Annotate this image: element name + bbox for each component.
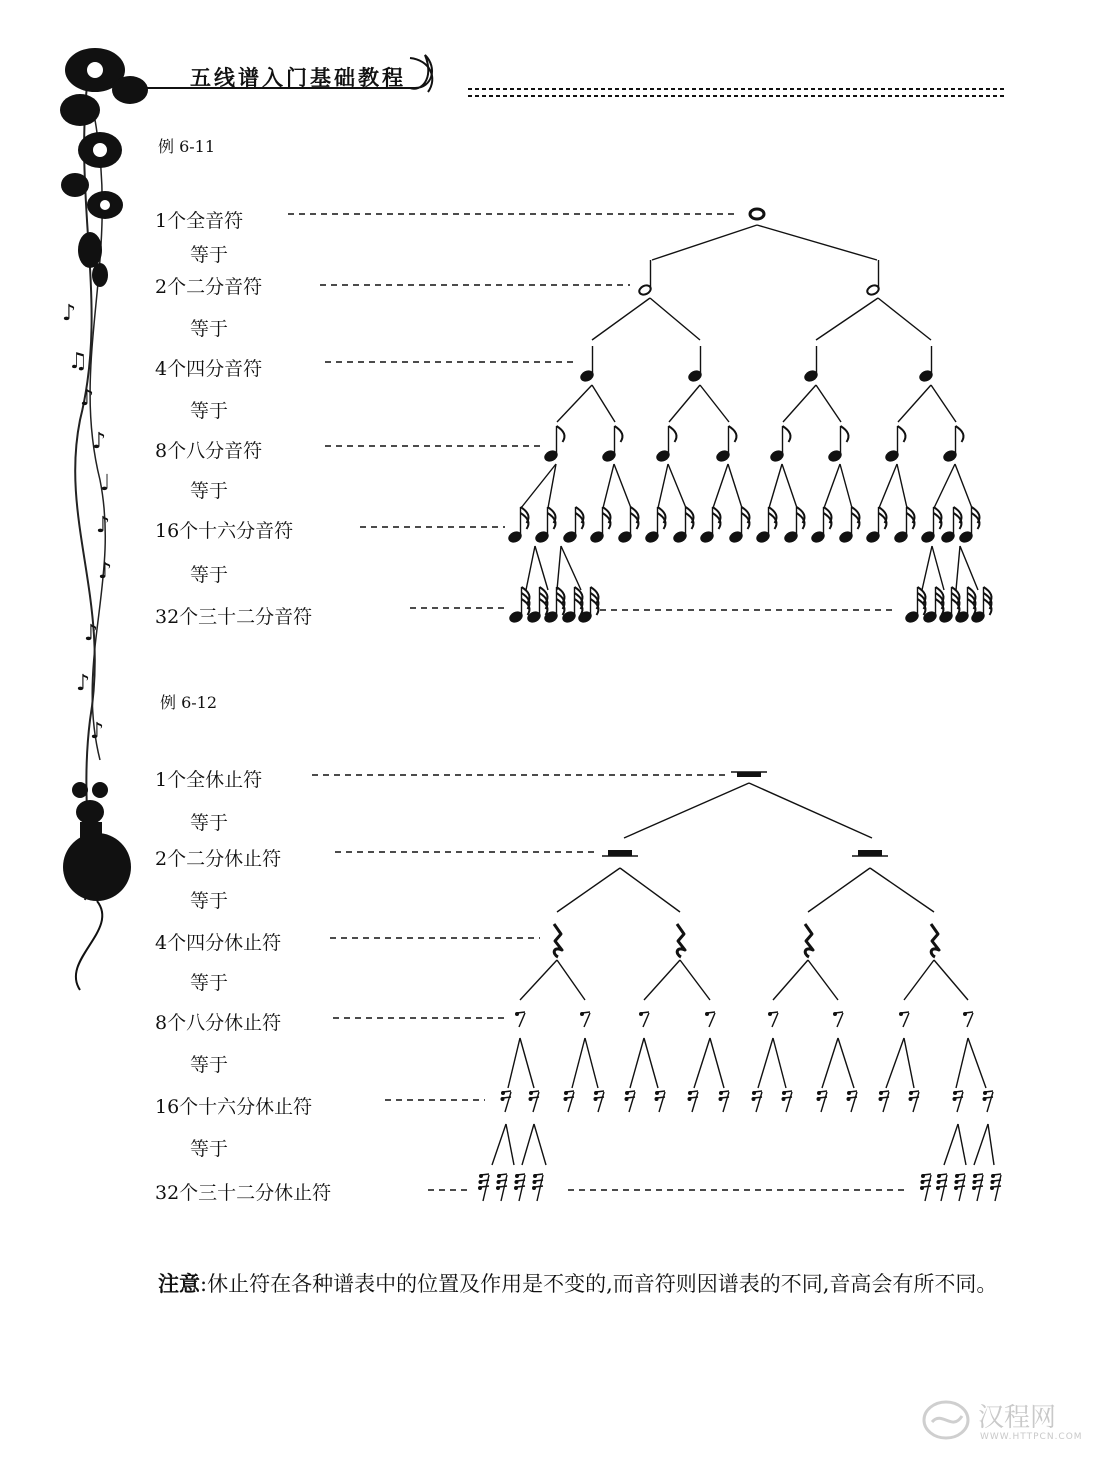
branch-line bbox=[956, 546, 960, 590]
branch-line bbox=[710, 1038, 724, 1088]
eighth-rest-hook bbox=[901, 1012, 909, 1013]
sixteenth-rest-hook bbox=[754, 1091, 762, 1092]
watermark-url: WWW.HTTPCN.COM bbox=[980, 1432, 1083, 1442]
branch-line bbox=[816, 385, 841, 422]
branch-line bbox=[548, 464, 556, 508]
eighth-note-flag bbox=[783, 426, 791, 442]
equals-label: 等于 bbox=[190, 1138, 229, 1160]
branch-line bbox=[934, 960, 968, 1000]
sixteenth-rest-stem bbox=[568, 1092, 574, 1112]
branch-line bbox=[644, 1038, 658, 1088]
quarter-rest bbox=[677, 924, 685, 957]
branch-line bbox=[728, 464, 742, 508]
svg-text:♪: ♪ bbox=[92, 429, 107, 454]
thirty-second-rest-stem bbox=[537, 1175, 543, 1201]
branch-line bbox=[561, 546, 581, 590]
branch-line bbox=[650, 298, 700, 340]
thirty-second-rest-hook bbox=[481, 1186, 489, 1187]
branch-line bbox=[614, 464, 631, 508]
thirty-second-rest-hook bbox=[975, 1174, 983, 1175]
sixteenth-rest-stem bbox=[957, 1092, 963, 1112]
branch-line bbox=[557, 960, 585, 1000]
branch-line bbox=[526, 546, 535, 590]
branch-line bbox=[878, 298, 931, 340]
thirty-second-rest-stem bbox=[995, 1175, 1001, 1201]
branch-line bbox=[773, 1038, 786, 1088]
sixteenth-rest-hook bbox=[911, 1091, 919, 1092]
sixteenth-rest-hook bbox=[985, 1097, 993, 1098]
svg-text:♫: ♫ bbox=[68, 349, 88, 374]
eighth-rest-stem bbox=[709, 1013, 715, 1027]
branch-line bbox=[757, 225, 877, 260]
sixteenth-rest-stem bbox=[786, 1092, 792, 1112]
sixteenth-rest-hook bbox=[657, 1091, 665, 1092]
sixteenth-rest-stem bbox=[851, 1092, 857, 1112]
svg-text:♪: ♪ bbox=[96, 513, 111, 538]
watermark-text: 汉程网 bbox=[978, 1403, 1057, 1433]
label-whole-rest: 1个全休止符 bbox=[155, 769, 263, 791]
sixteenth-rest-hook bbox=[531, 1097, 539, 1098]
branch-line bbox=[944, 1124, 958, 1165]
whole-note bbox=[750, 209, 764, 219]
sixteenth-rest-hook bbox=[881, 1097, 889, 1098]
quarter-rest bbox=[805, 924, 813, 957]
branch-line bbox=[840, 464, 852, 508]
eighth-rest-hook bbox=[707, 1012, 715, 1013]
sixteenth-rest-stem bbox=[533, 1092, 539, 1112]
label-quarter-notes: 4个四分音符 bbox=[155, 358, 263, 380]
thirty-second-rest-stem bbox=[483, 1175, 489, 1201]
thirty-second-rest-stem bbox=[925, 1175, 931, 1201]
branch-line bbox=[585, 1038, 598, 1088]
branch-line bbox=[824, 464, 840, 508]
branch-line bbox=[694, 1038, 710, 1088]
label-sixteenth-notes: 16个十六分音符 bbox=[155, 520, 294, 542]
thirty-second-rest-hook bbox=[923, 1180, 931, 1181]
thirty-second-rest-hook bbox=[993, 1186, 1001, 1187]
branch-line bbox=[904, 1038, 914, 1088]
branch-line bbox=[838, 1038, 854, 1088]
eighth-rest-hook bbox=[835, 1012, 843, 1013]
sixteenth-rest-stem bbox=[987, 1092, 993, 1112]
sixteenth-rest-stem bbox=[723, 1092, 729, 1112]
branch-line bbox=[897, 464, 907, 508]
label-half-rests: 2个二分休止符 bbox=[155, 848, 282, 870]
branch-line bbox=[592, 298, 650, 340]
eighth-note-flag bbox=[729, 426, 737, 442]
thirty-second-rest-stem bbox=[959, 1175, 965, 1201]
label-half-notes: 2个二分音符 bbox=[155, 276, 263, 298]
branch-line bbox=[808, 868, 870, 912]
svg-text:♪: ♪ bbox=[80, 386, 95, 411]
eighth-rest-hook bbox=[582, 1012, 590, 1013]
branch-line bbox=[904, 960, 934, 1000]
whole-rest bbox=[737, 772, 761, 777]
quarter-rest bbox=[554, 924, 562, 957]
sixteenth-rest-hook bbox=[627, 1097, 635, 1098]
quarter-rest bbox=[931, 924, 939, 957]
thirty-second-rest-hook bbox=[975, 1186, 983, 1187]
branch-line bbox=[557, 385, 592, 422]
label-eighth-rests: 8个八分休止符 bbox=[155, 1012, 282, 1034]
note-body: :休止符在各种谱表中的位置及作用是不变的,而音符则因谱表的不同,音高会有所不同。 bbox=[200, 1272, 998, 1296]
branch-line bbox=[508, 1038, 520, 1088]
eighth-rest-stem bbox=[903, 1013, 909, 1027]
svg-text:♪: ♪ bbox=[76, 671, 91, 696]
eighth-rest-stem bbox=[519, 1013, 525, 1027]
thirty-second-rest-stem bbox=[501, 1175, 507, 1201]
sixteenth-rest-hook bbox=[566, 1091, 574, 1092]
thirty-second-rest-hook bbox=[939, 1186, 947, 1187]
branch-line bbox=[974, 1124, 988, 1165]
branch-line bbox=[506, 1124, 514, 1165]
svg-text:♪: ♪ bbox=[90, 719, 105, 744]
branch-line bbox=[521, 464, 556, 508]
sixteenth-rest-hook bbox=[596, 1097, 604, 1098]
branch-line bbox=[773, 960, 808, 1000]
sixteenth-rest-hook bbox=[849, 1097, 857, 1098]
thirty-second-rest-hook bbox=[499, 1180, 507, 1181]
branch-line bbox=[931, 385, 956, 422]
equals-label: 等于 bbox=[190, 244, 229, 266]
thirty-second-rest-hook bbox=[939, 1174, 947, 1175]
branch-line bbox=[958, 1124, 966, 1165]
thirty-second-rest-hook bbox=[957, 1180, 965, 1181]
thirty-second-rest-stem bbox=[941, 1175, 947, 1201]
thirty-second-rest-hook bbox=[535, 1180, 543, 1181]
branch-line bbox=[898, 385, 931, 422]
sixteenth-rest-hook bbox=[754, 1097, 762, 1098]
branch-line bbox=[680, 960, 710, 1000]
sixteenth-rest-hook bbox=[911, 1097, 919, 1098]
eighth-note-flag bbox=[956, 426, 964, 442]
label-quarter-rests: 4个四分休止符 bbox=[155, 932, 282, 954]
sixteenth-rest-stem bbox=[883, 1092, 889, 1112]
eighth-rest-stem bbox=[967, 1013, 973, 1027]
thirty-second-rest-hook bbox=[923, 1186, 931, 1187]
branch-line bbox=[960, 546, 978, 590]
thirty-second-rest-hook bbox=[535, 1186, 543, 1187]
branch-line bbox=[658, 464, 668, 508]
thirty-second-rest-hook bbox=[993, 1180, 1001, 1181]
branch-line bbox=[603, 464, 614, 508]
branch-line bbox=[782, 464, 797, 508]
half-rest bbox=[608, 850, 632, 856]
label-thirty-second-notes: 32个三十二分音符 bbox=[155, 606, 313, 628]
branch-line bbox=[879, 464, 897, 508]
branch-line bbox=[968, 1038, 986, 1088]
thirty-second-rest-hook bbox=[939, 1180, 947, 1181]
branch-line bbox=[758, 1038, 773, 1088]
thirty-second-rest-hook bbox=[957, 1174, 965, 1175]
eighth-rest-stem bbox=[584, 1013, 590, 1027]
branch-line bbox=[557, 868, 620, 912]
branch-line bbox=[955, 464, 972, 508]
equals-label: 等于 bbox=[190, 890, 229, 912]
branch-line bbox=[808, 960, 838, 1000]
branch-line bbox=[522, 1124, 534, 1165]
branch-line bbox=[769, 464, 782, 508]
thirty-second-rest-hook bbox=[535, 1174, 543, 1175]
example-6-11-title: 例 6-11 bbox=[158, 137, 216, 156]
sixteenth-rest-stem bbox=[505, 1092, 511, 1112]
eighth-rest-hook bbox=[965, 1012, 973, 1013]
branch-line bbox=[988, 1124, 994, 1165]
svg-text:♪: ♪ bbox=[84, 621, 99, 646]
sixteenth-rest-hook bbox=[721, 1091, 729, 1092]
branch-line bbox=[816, 298, 878, 340]
branch-line bbox=[644, 960, 680, 1000]
equals-label: 等于 bbox=[190, 564, 229, 586]
header-title: 五线谱入门基础教程 bbox=[190, 65, 406, 90]
svg-text:♪: ♪ bbox=[98, 559, 113, 584]
eighth-rest-hook bbox=[770, 1012, 778, 1013]
sixteenth-rest-hook bbox=[503, 1097, 511, 1098]
sixteenth-rest-hook bbox=[784, 1097, 792, 1098]
sixteenth-rest-hook bbox=[849, 1091, 857, 1092]
sixteenth-rest-stem bbox=[692, 1092, 698, 1112]
thirty-second-rest-hook bbox=[481, 1180, 489, 1181]
sixteenth-rest-stem bbox=[598, 1092, 604, 1112]
branch-line bbox=[668, 464, 686, 508]
sixteenth-rest-hook bbox=[881, 1091, 889, 1092]
sixteenth-rest-hook bbox=[955, 1091, 963, 1092]
branch-line bbox=[534, 1124, 546, 1165]
label-thirty-second-rests: 32个三十二分休止符 bbox=[155, 1182, 332, 1204]
branch-line bbox=[749, 783, 872, 838]
thirty-second-rest-hook bbox=[481, 1174, 489, 1175]
equals-label: 等于 bbox=[190, 972, 229, 994]
sixteenth-rest-hook bbox=[985, 1091, 993, 1092]
eighth-note-flag bbox=[669, 426, 677, 442]
thirty-second-rest-hook bbox=[517, 1186, 525, 1187]
sixteenth-rest-hook bbox=[690, 1091, 698, 1092]
label-whole-note: 1个全音符 bbox=[155, 210, 244, 232]
branch-line bbox=[934, 464, 955, 508]
label-sixteenth-rests: 16个十六分休止符 bbox=[155, 1096, 313, 1118]
example-6-12-title: 例 6-12 bbox=[160, 693, 218, 712]
eighth-note-flag bbox=[615, 426, 623, 442]
equals-label: 等于 bbox=[190, 318, 229, 340]
thirty-second-rest-hook bbox=[993, 1174, 1001, 1175]
equals-label: 等于 bbox=[190, 480, 229, 502]
sixteenth-rest-stem bbox=[913, 1092, 919, 1112]
equals-label: 等于 bbox=[190, 812, 229, 834]
eighth-rest-stem bbox=[643, 1013, 649, 1027]
sixteenth-rest-hook bbox=[819, 1097, 827, 1098]
branch-line bbox=[630, 1038, 644, 1088]
thirty-second-rest-hook bbox=[975, 1180, 983, 1181]
eighth-rest-hook bbox=[517, 1012, 525, 1013]
svg-text:♩: ♩ bbox=[100, 471, 111, 496]
eighth-note-flag bbox=[557, 426, 565, 442]
branch-line bbox=[822, 1038, 838, 1088]
eighth-rest-hook bbox=[641, 1012, 649, 1013]
branch-line bbox=[700, 385, 729, 422]
thirty-second-rest-stem bbox=[977, 1175, 983, 1201]
thirty-second-rest-hook bbox=[923, 1174, 931, 1175]
equals-label: 等于 bbox=[190, 1054, 229, 1076]
sixteenth-rest-stem bbox=[756, 1092, 762, 1112]
branch-line bbox=[932, 546, 944, 590]
note-heading: 注意 bbox=[158, 1271, 200, 1296]
branch-line bbox=[520, 1038, 534, 1088]
sixteenth-rest-hook bbox=[955, 1097, 963, 1098]
branch-line bbox=[669, 385, 700, 422]
equals-label: 等于 bbox=[190, 400, 229, 422]
thirty-second-rest-hook bbox=[957, 1186, 965, 1187]
sixteenth-rest-hook bbox=[784, 1091, 792, 1092]
eighth-note-flag bbox=[898, 426, 906, 442]
thirty-second-rest-hook bbox=[499, 1186, 507, 1187]
thirty-second-rest-hook bbox=[499, 1174, 507, 1175]
branch-line bbox=[624, 783, 749, 838]
thirty-second-rest-hook bbox=[517, 1174, 525, 1175]
branch-line bbox=[870, 868, 934, 912]
thirty-second-rest-hook bbox=[517, 1180, 525, 1181]
branch-line bbox=[492, 1124, 506, 1165]
branch-line bbox=[572, 1038, 585, 1088]
sixteenth-rest-stem bbox=[821, 1092, 827, 1112]
branch-line bbox=[922, 546, 932, 590]
branch-line bbox=[592, 385, 615, 422]
branch-line bbox=[783, 385, 816, 422]
sixteenth-rest-stem bbox=[629, 1092, 635, 1112]
svg-text:♪: ♪ bbox=[62, 301, 77, 326]
eighth-rest-stem bbox=[837, 1013, 843, 1027]
branch-line bbox=[535, 546, 548, 590]
eighth-rest-stem bbox=[772, 1013, 778, 1027]
sixteenth-rest-hook bbox=[819, 1091, 827, 1092]
sixteenth-rest-hook bbox=[627, 1091, 635, 1092]
label-eighth-notes: 8个八分音符 bbox=[155, 440, 263, 462]
sixteenth-rest-hook bbox=[566, 1097, 574, 1098]
branch-line bbox=[956, 1038, 968, 1088]
sixteenth-rest-hook bbox=[503, 1091, 511, 1092]
half-rest bbox=[858, 850, 882, 856]
eighth-note-flag bbox=[841, 426, 849, 442]
sixteenth-rest-hook bbox=[657, 1097, 665, 1098]
branch-line bbox=[886, 1038, 904, 1088]
branch-line bbox=[520, 960, 557, 1000]
branch-line bbox=[713, 464, 728, 508]
branch-line bbox=[620, 868, 680, 912]
thirty-second-rest-stem bbox=[519, 1175, 525, 1201]
sixteenth-rest-stem bbox=[659, 1092, 665, 1112]
sixteenth-rest-hook bbox=[531, 1091, 539, 1092]
branch-line bbox=[557, 546, 561, 590]
sixteenth-rest-hook bbox=[721, 1097, 729, 1098]
sixteenth-rest-hook bbox=[596, 1091, 604, 1092]
note-paragraph bbox=[110, 1266, 1050, 1302]
sixteenth-rest-hook bbox=[690, 1097, 698, 1098]
branch-line bbox=[652, 225, 757, 260]
